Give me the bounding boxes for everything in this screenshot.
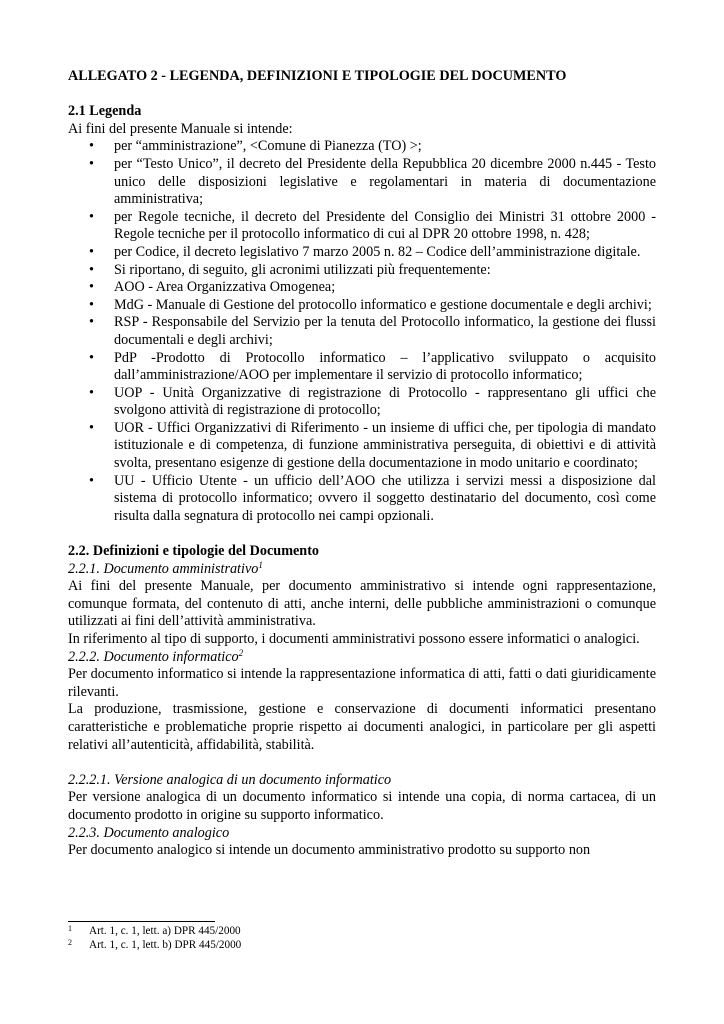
footnote xyxy=(68,925,241,939)
bullet-icon: • xyxy=(89,472,94,489)
bullet-icon: • xyxy=(89,419,94,436)
list-item-text: per “amministrazione”, <Comune di Pianezza (TO) >; xyxy=(114,138,422,155)
subsection-heading-2-2-3: 2.2.3. Documento analogico xyxy=(68,824,230,841)
bullet-icon: • xyxy=(89,314,94,331)
bullet-icon: • xyxy=(89,261,94,278)
bullet-icon: • xyxy=(89,208,94,225)
footnote-number: 2 xyxy=(68,937,72,947)
bullet-icon: • xyxy=(89,279,94,296)
paragraph: Per documento analogico si intende un documento amministrativo prodotto su supporto non xyxy=(68,842,591,859)
footnote-number: 1 xyxy=(68,924,72,933)
definitions-list xyxy=(68,138,656,525)
footnote-ref: 2 xyxy=(238,647,244,658)
bullet-icon: • xyxy=(89,155,94,172)
bullet-icon: • xyxy=(89,243,94,260)
list-item-text: UOR - Uffici Organizzativi di Riferimento - un insieme di uffici che, per tipologia di mandato istituzionale e di competenza, di funzione amministrativa perseguita, di obiettivi e di attività svolta, presentano esigenze di gestione della documentazione in modo unitario e coordinato; xyxy=(114,419,656,472)
list-item-text: UOP - Unità Organizzative di registrazione di Protocollo - rappresentano gli uffici che svolgono attività di registrazione di protocollo; xyxy=(114,384,656,419)
subsection-heading-text: 2.2.2. Documento informatico xyxy=(68,648,239,665)
subsection-heading-2-2-1 xyxy=(68,561,656,579)
list-item xyxy=(68,297,656,315)
list-item-text: per “Testo Unico”, il decreto del Presidente della Repubblica 20 dicembre 2000 n.445 - Testo unico delle disposizioni legislative e regolamentari in materia di documentazione amministrativa; xyxy=(114,155,656,208)
section-intro: Ai fini del presente Manuale si intende: xyxy=(68,120,293,137)
footnote-text: Art. 1, c. 1, lett. a) DPR 445/2000 xyxy=(89,925,241,937)
footnote-ref: 1 xyxy=(258,559,263,570)
document-title: ALLEGATO 2 - LEGENDA, DEFINIZIONI E TIPOLOGIE DEL DOCUMENTO xyxy=(68,68,567,84)
list-item xyxy=(68,156,656,209)
subsection-heading-2-2-2 xyxy=(68,649,656,667)
list-item xyxy=(68,314,656,349)
list-item xyxy=(68,279,656,297)
footnote xyxy=(68,939,241,953)
document-page xyxy=(68,68,656,860)
bullet-icon: • xyxy=(89,138,94,155)
list-item xyxy=(68,350,656,385)
list-item xyxy=(68,209,656,244)
list-item xyxy=(68,473,656,526)
list-item xyxy=(68,420,656,473)
section-heading-2-2: 2.2. Definizioni e tipologie del Documento xyxy=(68,543,320,560)
subsection-heading-text: 2.2.1. Documento amministrativo xyxy=(68,560,259,577)
list-item xyxy=(68,138,656,156)
bullet-icon: • xyxy=(89,384,94,401)
paragraph: Ai fini del presente Manuale, per documento amministrativo si intende ogni rappresentazione, comunque formata, del contenuto di atti, anche interni, delle pubbliche amministrazioni o comunque utilizzati ai fini dell’attività amministrativa. xyxy=(68,578,656,630)
list-item-text: PdP -Prodotto di Protocollo informatico – l’applicativo sviluppato o acquisito dall’amministrazione/AOO per implementare il servizio di protocollo informatico; xyxy=(114,349,656,384)
paragraph: La produzione, trasmissione, gestione e conservazione di documenti informatici presentano caratteristiche e problematiche proprie rispetto ai documenti analogici, in particolare per gli aspetti relativi all’autenticità, affidabilità, stabilità. xyxy=(68,701,656,753)
footnote-text: Art. 1, c. 1, lett. b) DPR 445/2000 xyxy=(89,938,242,951)
footnote-divider xyxy=(68,921,215,922)
list-item-text: AOO - Area Organizzativa Omogenea; xyxy=(114,279,336,296)
list-item-text: per Regole tecniche, il decreto del Presidente del Consiglio dei Ministri 31 ottobre 2000 - Regole tecniche per il protocollo informatico di cui al DPR 20 ottobre 1998, n. 428; xyxy=(114,208,656,243)
list-item xyxy=(68,262,656,280)
bullet-icon: • xyxy=(89,296,94,313)
list-item-text: UU - Ufficio Utente - un ufficio dell’AOO che utilizza i servizi messi a disposizione dal sistema di protocollo informatico; ovvero il soggetto destinatario del documento, così come risulta dalla segnatura di protocollo nei campi opzionali. xyxy=(114,472,656,524)
bullet-icon: • xyxy=(89,349,94,366)
list-item-text: per Codice, il decreto legislativo 7 marzo 2005 n. 82 – Codice dell’amministrazione digitale. xyxy=(114,243,641,260)
subsection-heading-2-2-2-1: 2.2.2.1. Versione analogica di un documento informatico xyxy=(68,771,392,788)
list-item xyxy=(68,244,656,262)
list-item-text: RSP - Responsabile del Servizio per la tenuta del Protocollo informatico, la gestione dei flussi documentali e degli archivi; xyxy=(114,314,656,348)
footnotes xyxy=(68,925,241,952)
section-heading-2-1: 2.1 Legenda xyxy=(68,103,142,120)
list-item xyxy=(68,385,656,420)
list-item-text: MdG - Manuale di Gestione del protocollo informatico e gestione documentale e degli archivi; xyxy=(114,296,652,313)
list-item-text: Si riportano, di seguito, gli acronimi utilizzati più frequentemente: xyxy=(114,261,491,278)
paragraph: In riferimento al tipo di supporto, i documenti amministrativi possono essere informatici o analogici. xyxy=(68,631,640,647)
paragraph: Per versione analogica di un documento informatico si intende una copia, di norma cartacea, di un documento prodotto in origine su supporto informatico. xyxy=(68,789,656,823)
paragraph: Per documento informatico si intende la rappresentazione informatica di atti, fatti o dati giuridicamente rilevanti. xyxy=(68,666,656,700)
